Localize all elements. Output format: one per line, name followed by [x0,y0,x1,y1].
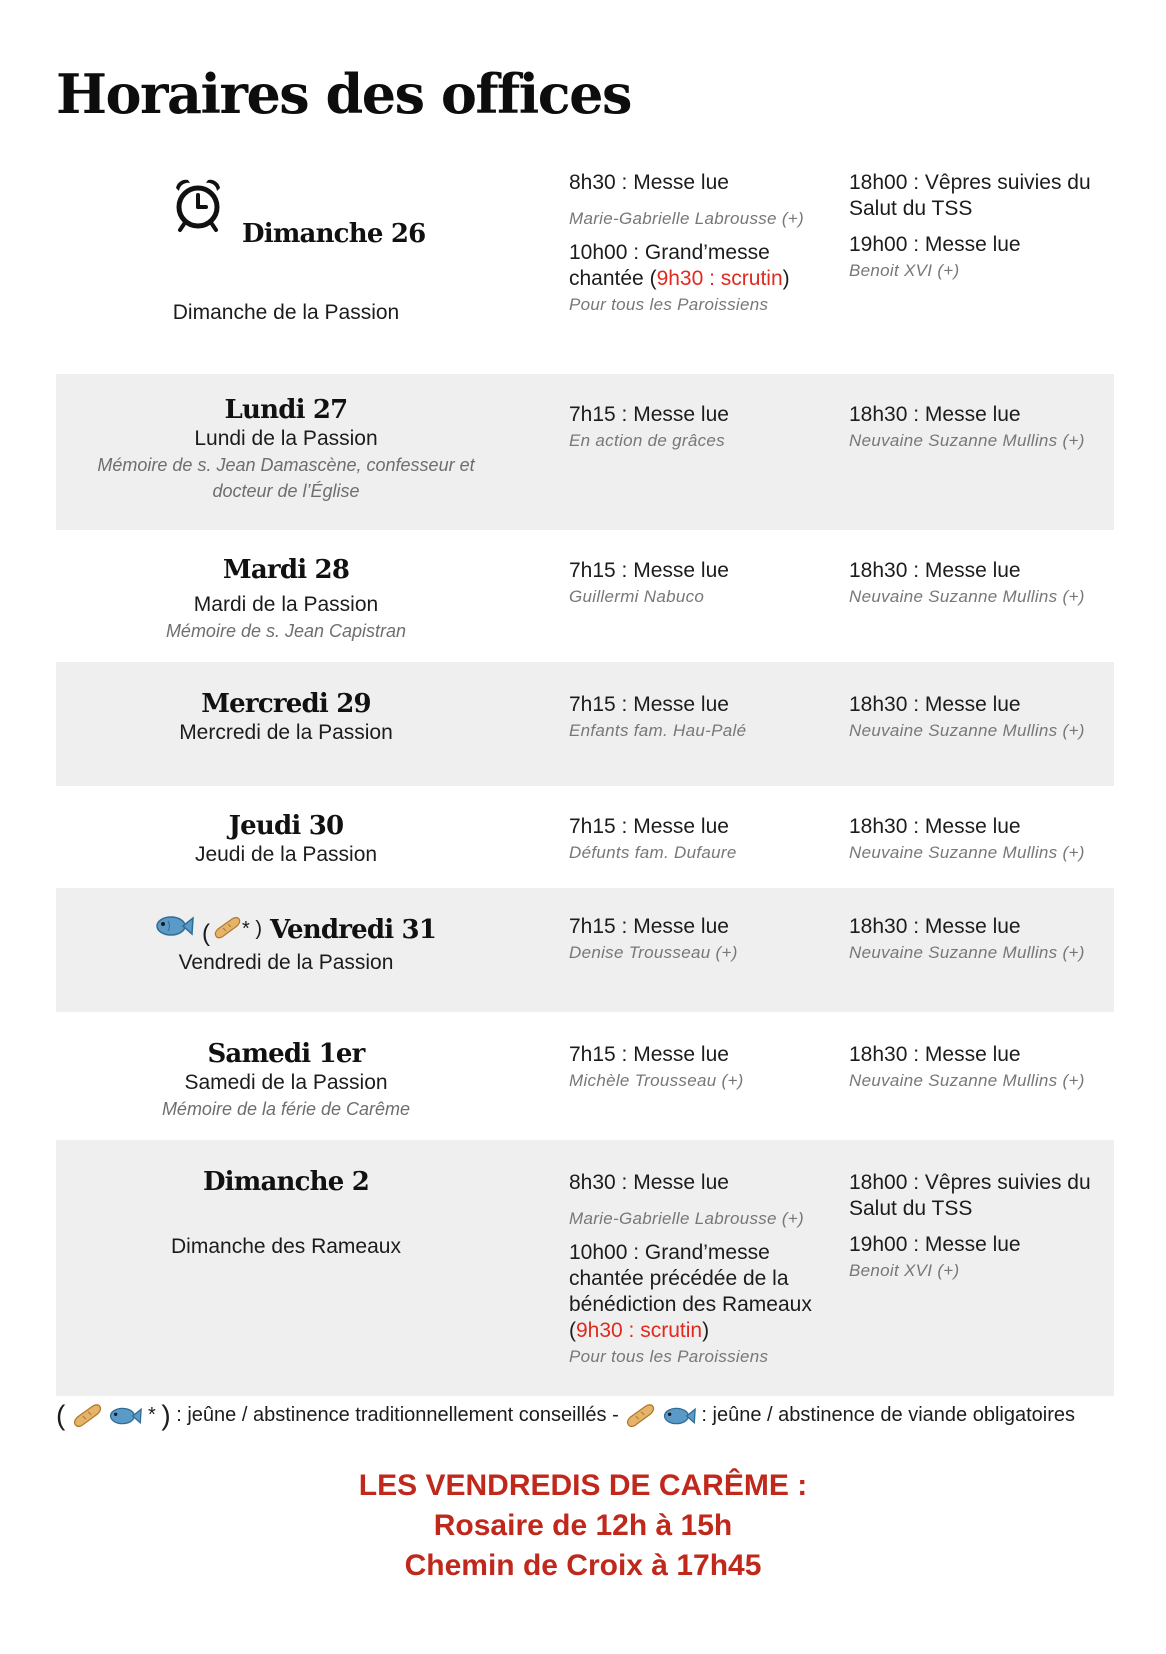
evening-column [849,1170,1111,1284]
fasting-legend [56,1398,1116,1433]
mass-time [569,1240,831,1344]
scrutin-note: 9h30 : scrutin [576,1319,703,1342]
liturgy-name: Mercredi de la Passion [179,721,393,744]
liturgy-name: Dimanche des Rameaux [171,1235,401,1258]
mass-time: 7h15 : Messe lue [569,403,729,426]
day-name: Mercredi 29 [201,689,371,719]
day-name: Samedi 1er [207,1039,365,1069]
morning-column [569,402,831,454]
day-cell [56,176,516,326]
fish-icon [154,912,194,940]
legend-paren-open: ( [56,1399,66,1431]
mass-intention: Benoit XVI (+) [849,261,960,280]
mass-time: 18h30 : Messe lue [849,403,1021,426]
mass-intention: Marie-Gabrielle Labrousse (+) [569,1209,804,1228]
bread-icon [624,1403,656,1429]
mass-time: 7h15 : Messe lue [569,915,729,938]
memorial-note: Mémoire de la férie de Carême [161,1099,411,1119]
mass-intention: Enfants fam. Hau-Palé [569,721,747,740]
evening-column [849,558,1111,610]
day-cell [56,1038,516,1122]
mass-intention: En action de grâces [569,431,725,450]
mass-time-text: 10h00 : Grand’messe chantée ( [569,241,770,290]
mass-time: 19h00 : Messe lue [849,233,1021,256]
mass-intention: Guillermi Nabuco [569,587,705,606]
mass-time: 8h30 : Messe lue [569,1171,729,1194]
mass-intention: Denise Trousseau (+) [569,943,738,962]
mass-intention: Michèle Trousseau (+) [569,1071,744,1090]
day-name: Lundi 27 [224,395,348,425]
morning-column [569,1170,831,1370]
memorial-note: Mémoire de s. Jean Capistran [165,621,407,641]
bread-icon [212,916,242,940]
mass-time: 18h30 : Messe lue [849,915,1021,938]
mass-intention: Marie-Gabrielle Labrousse (+) [569,209,804,228]
fasting-paren-open: ( [202,920,210,947]
day-cell [56,912,516,976]
evening-column [849,914,1111,966]
mass-time: 18h30 : Messe lue [849,1043,1021,1066]
mass-time: 7h15 : Messe lue [569,559,729,582]
day-row-saturday-1 [56,1012,1114,1140]
mass-time: 19h00 : Messe lue [849,1233,1021,1256]
mass-intention: Neuvaine Suzanne Mullins (+) [849,943,1085,962]
mass-intention: Benoit XVI (+) [849,1261,960,1280]
day-cell [56,810,516,868]
office-time: 18h00 : Vêpres suivies du Salut du TSS [849,1171,1091,1220]
legend-text-advised: : jeûne / abstinence traditionnellement conseillés - [176,1404,625,1426]
morning-column [569,170,831,318]
morning-column [569,692,831,744]
mass-intention: Neuvaine Suzanne Mullins (+) [849,843,1085,862]
morning-column [569,814,831,866]
day-cell [56,1166,516,1260]
evening-column [849,692,1111,744]
legend-star: * [148,1404,162,1426]
mass-time: 18h30 : Messe lue [849,559,1021,582]
mass-time: 18h30 : Messe lue [849,815,1021,838]
mass-time: 7h15 : Messe lue [569,693,729,716]
day-cell [56,394,516,504]
fasting-star: * ) [242,918,262,940]
day-name: Dimanche 2 [202,1167,370,1197]
day-row-monday-27 [56,374,1114,530]
mass-time-text: 10h00 : Grand’messe chantée précédée de la bénédiction des Rameaux ( [569,1241,812,1342]
evening-column [849,170,1111,284]
legend-text-mandatory: : jeûne / abstinence de viande obligatoires [701,1404,1076,1426]
evening-column [849,402,1111,454]
bread-icon [71,1403,103,1429]
liturgy-name: Jeudi de la Passion [194,843,378,866]
mass-intention: Défunts fam. Dufaure [569,843,737,862]
liturgy-name: Mardi de la Passion [193,593,379,616]
mass-intention: Neuvaine Suzanne Mullins (+) [849,431,1085,450]
day-name: Vendredi 31 [270,915,437,945]
liturgy-name: Samedi de la Passion [184,1071,388,1094]
mass-intention: Neuvaine Suzanne Mullins (+) [849,721,1085,740]
fish-icon [662,1404,696,1428]
mass-intention: Pour tous les Paroissiens [569,1347,769,1366]
mass-time: 18h30 : Messe lue [849,693,1021,716]
liturgy-name: Dimanche de la Passion [172,301,400,324]
evening-column [849,1042,1111,1094]
morning-column [569,558,831,610]
mass-time: 7h15 : Messe lue [569,815,729,838]
scrutin-note: 9h30 : scrutin [656,267,783,290]
day-name: Dimanche 26 [242,219,426,249]
day-heading [56,176,516,249]
mass-time [569,240,831,292]
lent-way-of-cross: Chemin de Croix à 17h45 [404,1549,762,1582]
lent-heading: LES VENDREDIS DE CARÊME : [358,1469,808,1502]
mass-time: 7h15 : Messe lue [569,1043,729,1066]
evening-column [849,814,1111,866]
mass-time-close: ) [702,1319,710,1342]
mass-time: 8h30 : Messe lue [569,171,729,194]
day-row-tuesday-28 [56,530,1114,662]
mass-intention: Pour tous les Paroissiens [569,295,769,314]
liturgy-name: Vendredi de la Passion [178,951,394,974]
legend-paren-close: ) [161,1399,171,1431]
day-row-sunday-26 [56,158,1114,354]
alarm-clock-icon [168,174,228,234]
fish-icon [108,1404,142,1428]
day-row-friday-31 [56,888,1114,1012]
day-name: Jeudi 30 [228,811,344,841]
day-cell [56,688,516,746]
day-cell [56,554,516,644]
day-name: Mardi 28 [222,555,350,585]
lent-rosary: Rosaire de 12h à 15h [433,1509,733,1542]
page-title: Horaires des offices [56,62,631,126]
liturgy-name: Lundi de la Passion [194,427,378,450]
office-time: 18h00 : Vêpres suivies du Salut du TSS [849,171,1091,220]
day-heading [56,912,516,950]
morning-column [569,914,831,966]
day-row-wednesday-29 [56,662,1114,786]
mass-intention: Neuvaine Suzanne Mullins (+) [849,587,1085,606]
day-row-thursday-30 [56,786,1114,888]
day-row-sunday-2 [56,1140,1114,1396]
mass-intention: Neuvaine Suzanne Mullins (+) [849,1071,1085,1090]
morning-column [569,1042,831,1094]
mass-time-close: ) [782,267,790,290]
memorial-note: Mémoire de s. Jean Damascène, confesseur et docteur de l’Église [97,455,475,501]
